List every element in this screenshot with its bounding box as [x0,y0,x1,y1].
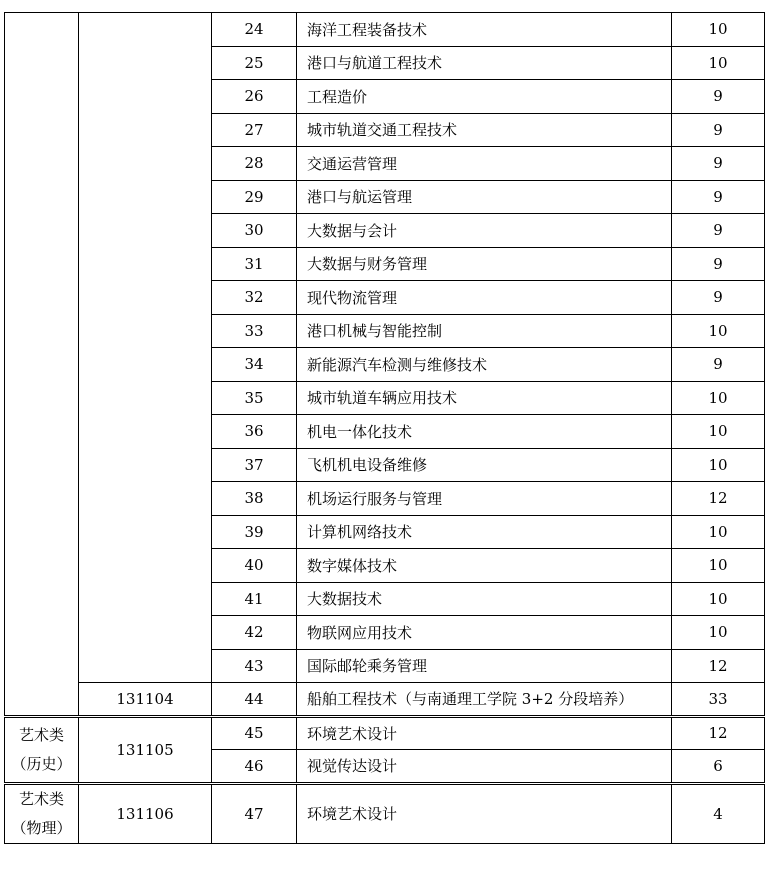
category-cell-empty [5,13,79,717]
major-name: 大数据与会计 [297,214,672,248]
enrollment-count: 10 [672,549,765,583]
enrollment-count: 10 [672,46,765,80]
enrollment-count: 9 [672,147,765,181]
major-name: 工程造价 [297,80,672,114]
major-name: 海洋工程装备技术 [297,13,672,47]
row-number: 38 [212,482,297,516]
major-name: 港口与航运管理 [297,180,672,214]
category-line: （历史） [11,754,72,773]
category-line: 艺术类 [18,789,64,808]
major-name: 现代物流管理 [297,281,672,315]
table-row [5,716,765,750]
major-name: 港口机械与智能控制 [297,314,672,348]
major-name: 船舶工程技术（与南通理工学院 3+2 分段培养） [297,683,672,717]
row-number: 31 [212,247,297,281]
enrollment-count: 10 [672,616,765,650]
major-name: 环境艺术设计 [297,783,672,843]
enrollment-count: 4 [672,783,765,843]
code-cell-empty [79,13,212,683]
enrollment-count: 33 [672,683,765,717]
row-number: 37 [212,448,297,482]
major-name: 视觉传达设计 [297,750,672,784]
major-name: 物联网应用技术 [297,616,672,650]
row-number: 28 [212,147,297,181]
enrollment-count: 6 [672,750,765,784]
enrollment-count: 10 [672,314,765,348]
major-name: 环境艺术设计 [297,716,672,750]
row-number: 44 [212,683,297,717]
major-name: 交通运营管理 [297,147,672,181]
row-number: 32 [212,281,297,315]
row-number: 26 [212,80,297,114]
category-cell [5,716,79,783]
major-name: 数字媒体技术 [297,549,672,583]
enrollment-count: 10 [672,515,765,549]
major-code: 131104 [79,683,212,717]
row-number: 35 [212,381,297,415]
row-number: 34 [212,348,297,382]
enrollment-count: 9 [672,348,765,382]
major-name: 计算机网络技术 [297,515,672,549]
enrollment-count: 9 [672,281,765,315]
enrollment-count: 10 [672,448,765,482]
category-line: （物理） [11,818,72,837]
major-code: 131105 [79,716,212,783]
major-name: 新能源汽车检测与维修技术 [297,348,672,382]
enrollment-count: 12 [672,716,765,750]
major-name: 国际邮轮乘务管理 [297,649,672,683]
table-row [5,683,765,717]
enrollment-count: 10 [672,13,765,47]
enrollment-count: 9 [672,113,765,147]
row-number: 42 [212,616,297,650]
enrollment-count: 9 [672,80,765,114]
major-name: 港口与航道工程技术 [297,46,672,80]
major-name: 机电一体化技术 [297,415,672,449]
major-name: 城市轨道交通工程技术 [297,113,672,147]
major-code: 131106 [79,783,212,843]
enrollment-count: 12 [672,482,765,516]
enrollment-count: 12 [672,649,765,683]
enrollment-count: 10 [672,415,765,449]
major-name: 机场运行服务与管理 [297,482,672,516]
enrollment-count: 9 [672,214,765,248]
row-number: 29 [212,180,297,214]
major-name: 城市轨道车辆应用技术 [297,381,672,415]
row-number: 25 [212,46,297,80]
row-number: 39 [212,515,297,549]
enrollment-count: 9 [672,180,765,214]
major-name: 大数据技术 [297,582,672,616]
row-number: 24 [212,13,297,47]
row-number: 43 [212,649,297,683]
row-number: 33 [212,314,297,348]
row-number: 36 [212,415,297,449]
enrollment-count: 10 [672,582,765,616]
row-number: 47 [212,783,297,843]
category-cell [5,783,79,843]
enrollment-table [4,12,765,844]
row-number: 46 [212,750,297,784]
row-number: 41 [212,582,297,616]
enrollment-count: 9 [672,247,765,281]
category-line: 艺术类 [18,725,64,744]
major-name: 飞机机电设备维修 [297,448,672,482]
major-name: 大数据与财务管理 [297,247,672,281]
row-number: 45 [212,716,297,750]
row-number: 30 [212,214,297,248]
enrollment-count: 10 [672,381,765,415]
table-row [5,783,765,843]
row-number: 27 [212,113,297,147]
row-number: 40 [212,549,297,583]
table-row [5,13,765,47]
